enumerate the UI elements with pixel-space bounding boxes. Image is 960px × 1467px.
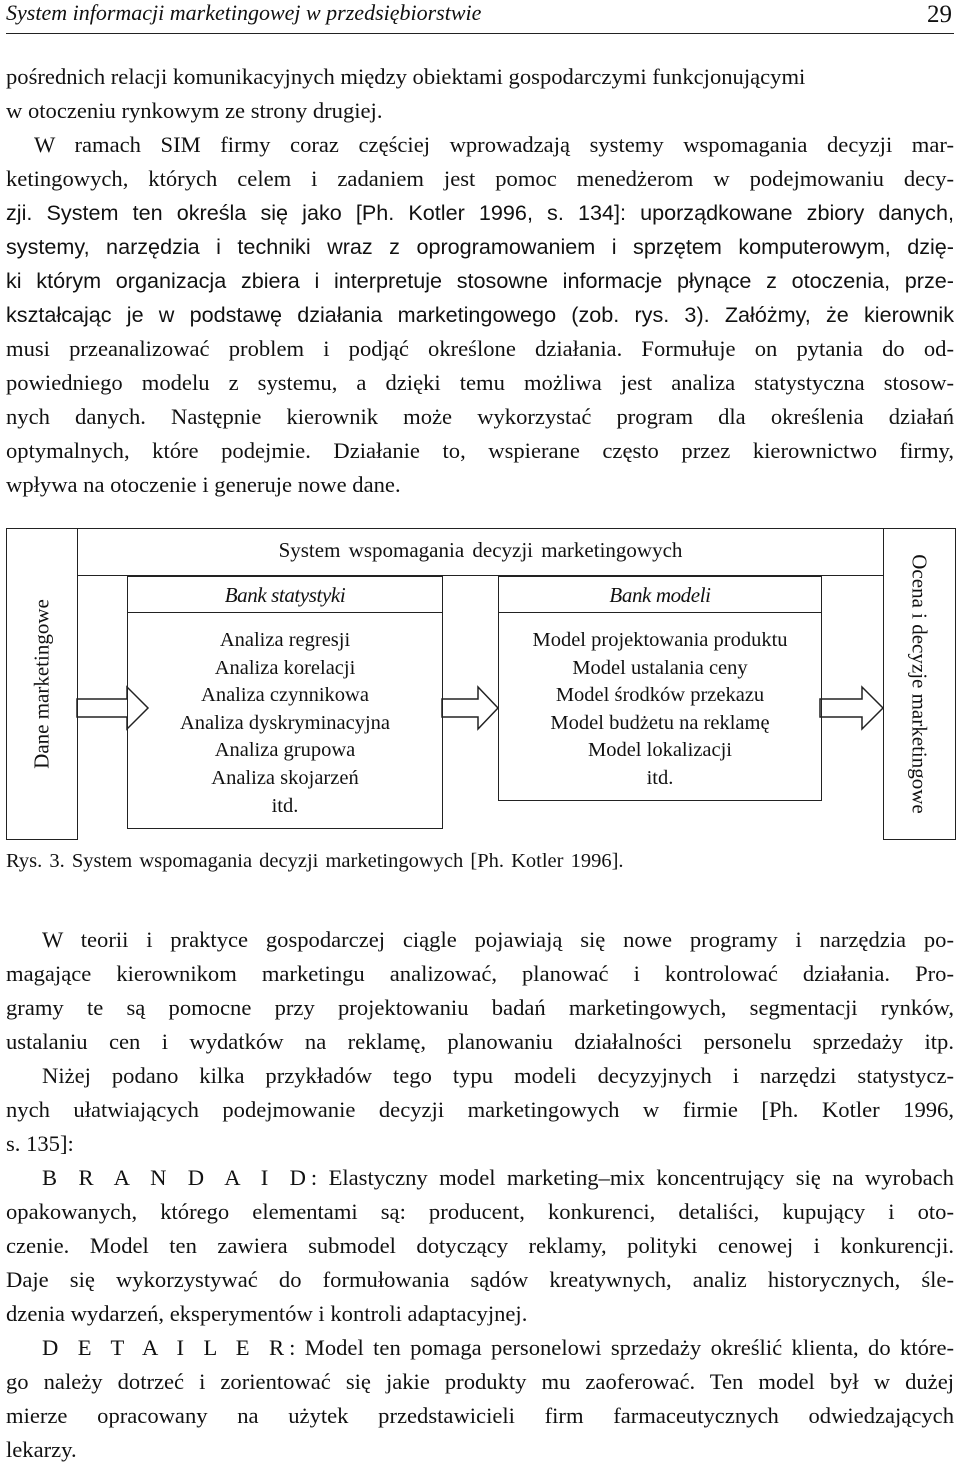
- text-line: musi przeanalizować problem i podjąć określone działania. Formułuje on pytania do od-: [6, 336, 954, 361]
- list-item: Analiza czynnikowa: [201, 684, 369, 707]
- list-item: Model budżetu na reklamę: [550, 711, 770, 734]
- list-item: Model lokalizacji: [587, 739, 733, 762]
- bank-modeli-label: Bank modeli: [609, 583, 711, 607]
- text-line: dzenia wydarzeń, eksperymentów i kontroli adaptacyjnej.: [6, 1301, 528, 1326]
- arrow-right-icon: [820, 687, 883, 729]
- bank-statystyki-label: Bank statystyki: [224, 583, 346, 607]
- figure-caption: Rys. 3. System wspomagania decyzji marketingowych [Ph. Kotler 1996].: [6, 850, 624, 872]
- detailer-term: D E T A I L E R: [42, 1335, 290, 1360]
- list-item: itd.: [271, 794, 299, 817]
- text-line: nych ułatwiających podejmowanie decyzji marketingowych w firmie [Ph. Kotler 1996,: [6, 1097, 954, 1122]
- text-line: pośrednich relacji komunikacyjnych między obiektami gospodarczymi funkcjonującymi: [6, 64, 806, 89]
- bank-modeli-list: [498, 627, 822, 793]
- text-line: s. 135]:: [6, 1131, 74, 1156]
- text-line: powiedniego modelu z systemu, a dzięki temu możliwa jest analiza statystyczna stosow-: [6, 370, 954, 395]
- brandaid-term: B R A N D A I D: [42, 1165, 311, 1190]
- list-item: Model projektowania produktu: [532, 629, 788, 651]
- list-item: Analiza korelacji: [214, 656, 356, 679]
- text-line: systemy, narzędzia i techniki wraz z oprogramowaniem i sprzętem komputerowym, dzię-: [6, 234, 954, 259]
- detailer-definition-line: D E T A I L E R: Model ten pomaga personelowi sprzedaży określić klienta, do które-: [42, 1335, 954, 1360]
- text-line: opakowanych, którego elementami są: producent, konkurenci, detaliści, kupujący i oto-: [6, 1199, 954, 1224]
- text-line: wpływa na otoczenie i generuje nowe dane.: [6, 472, 401, 497]
- text-line: W teorii i praktyce gospodarczej ciągle pojawiają się nowe programy i narzędzia po-: [42, 927, 954, 952]
- text-line: zji. System ten określa się jako [Ph. Kotler 1996, s. 134]: uporządkowane zbiory danych,: [6, 200, 954, 225]
- figure-title: System wspomagania decyzji marketingowych: [278, 538, 683, 562]
- paragraph-bottom: [6, 923, 954, 1467]
- text-line: magające kierownikom marketingu analizować, planować i kontrolować działania. Pro-: [6, 961, 954, 986]
- text-line: ketingowych, których celem i zadaniem jest pomoc menedżerom w podejmowaniu decy-: [6, 166, 954, 191]
- text-line: nych danych. Następnie kierownik może wykorzystać program dla określenia działań: [6, 404, 954, 429]
- text-line: ustalaniu cen i wydatków na reklamę, planowaniu działalności personelu sprzedaży itp.: [6, 1029, 954, 1054]
- list-item: itd.: [646, 766, 674, 789]
- text-line: mierze opracowany na użytek przedstawicieli firm farmaceutycznych odwiedzających: [6, 1403, 954, 1428]
- brandaid-definition-line: B R A N D A I D: Elastyczny model marketing–mix koncentrujący się na wyrobach: [42, 1165, 954, 1190]
- list-item: Analiza skojarzeń: [211, 766, 359, 789]
- list-item: Analiza regresji: [219, 629, 351, 651]
- list-item: Analiza dyskryminacyjna: [179, 711, 391, 734]
- text-line: W ramach SIM firmy coraz częściej wprowadzają systemy wspomagania decyzji mar-: [34, 132, 954, 157]
- text-line: w otoczeniu rynkowym ze strony drugiej.: [6, 98, 383, 123]
- text-line: Daje się wykorzystywać do formułowania sądów kreatywnych, analiz historycznych, śle-: [6, 1267, 954, 1292]
- running-header: [6, 0, 954, 34]
- figure-decision-support-system: [0, 524, 960, 844]
- text-line: optymalnych, które podejmie. Działanie to, wspierane często przez kierownictwo firmy,: [6, 438, 954, 463]
- text-line: gramy te są pomocne przy projektowaniu badań marketingowych, segmentacji rynków,: [6, 995, 954, 1020]
- paragraph-top: [6, 60, 954, 502]
- left-label: Dane marketingowe: [29, 599, 54, 769]
- text-line: kształcając je w podstawę działania marketingowego (zob. rys. 3). Załóżmy, że kierownik: [6, 302, 954, 327]
- arrow-right-icon: [442, 687, 498, 729]
- text-line: czenie. Model ten zawiera submodel dotyczący reklamy, polityki cenowej i konkurencji.: [6, 1233, 954, 1258]
- text-line: Niżej podano kilka przykładów tego typu modeli decyzyjnych i narzędzi statystycz-: [42, 1063, 954, 1088]
- bank-statystyki-list: [127, 627, 443, 820]
- list-item: Model środków przekazu: [555, 684, 765, 707]
- page-number: 29: [927, 1, 952, 28]
- header-rule: [6, 33, 954, 34]
- list-item: Model ustalania ceny: [572, 656, 748, 679]
- text-line: go należy dotrzeć i zorientować się jakie produkty mu zaoferować. Ten model był w dużej: [6, 1369, 954, 1394]
- text-line: ki którym organizacja zbiera i interpretuje stosowne informacje płynące z otoczenia, prze-: [6, 268, 954, 293]
- header-title: System informacji marketingowej w przedsiębiorstwie: [6, 0, 482, 25]
- text-line: lekarzy.: [6, 1437, 77, 1462]
- list-item: Analiza grupowa: [214, 739, 356, 762]
- right-label: Ocena i decyzje marketingowe: [907, 554, 932, 814]
